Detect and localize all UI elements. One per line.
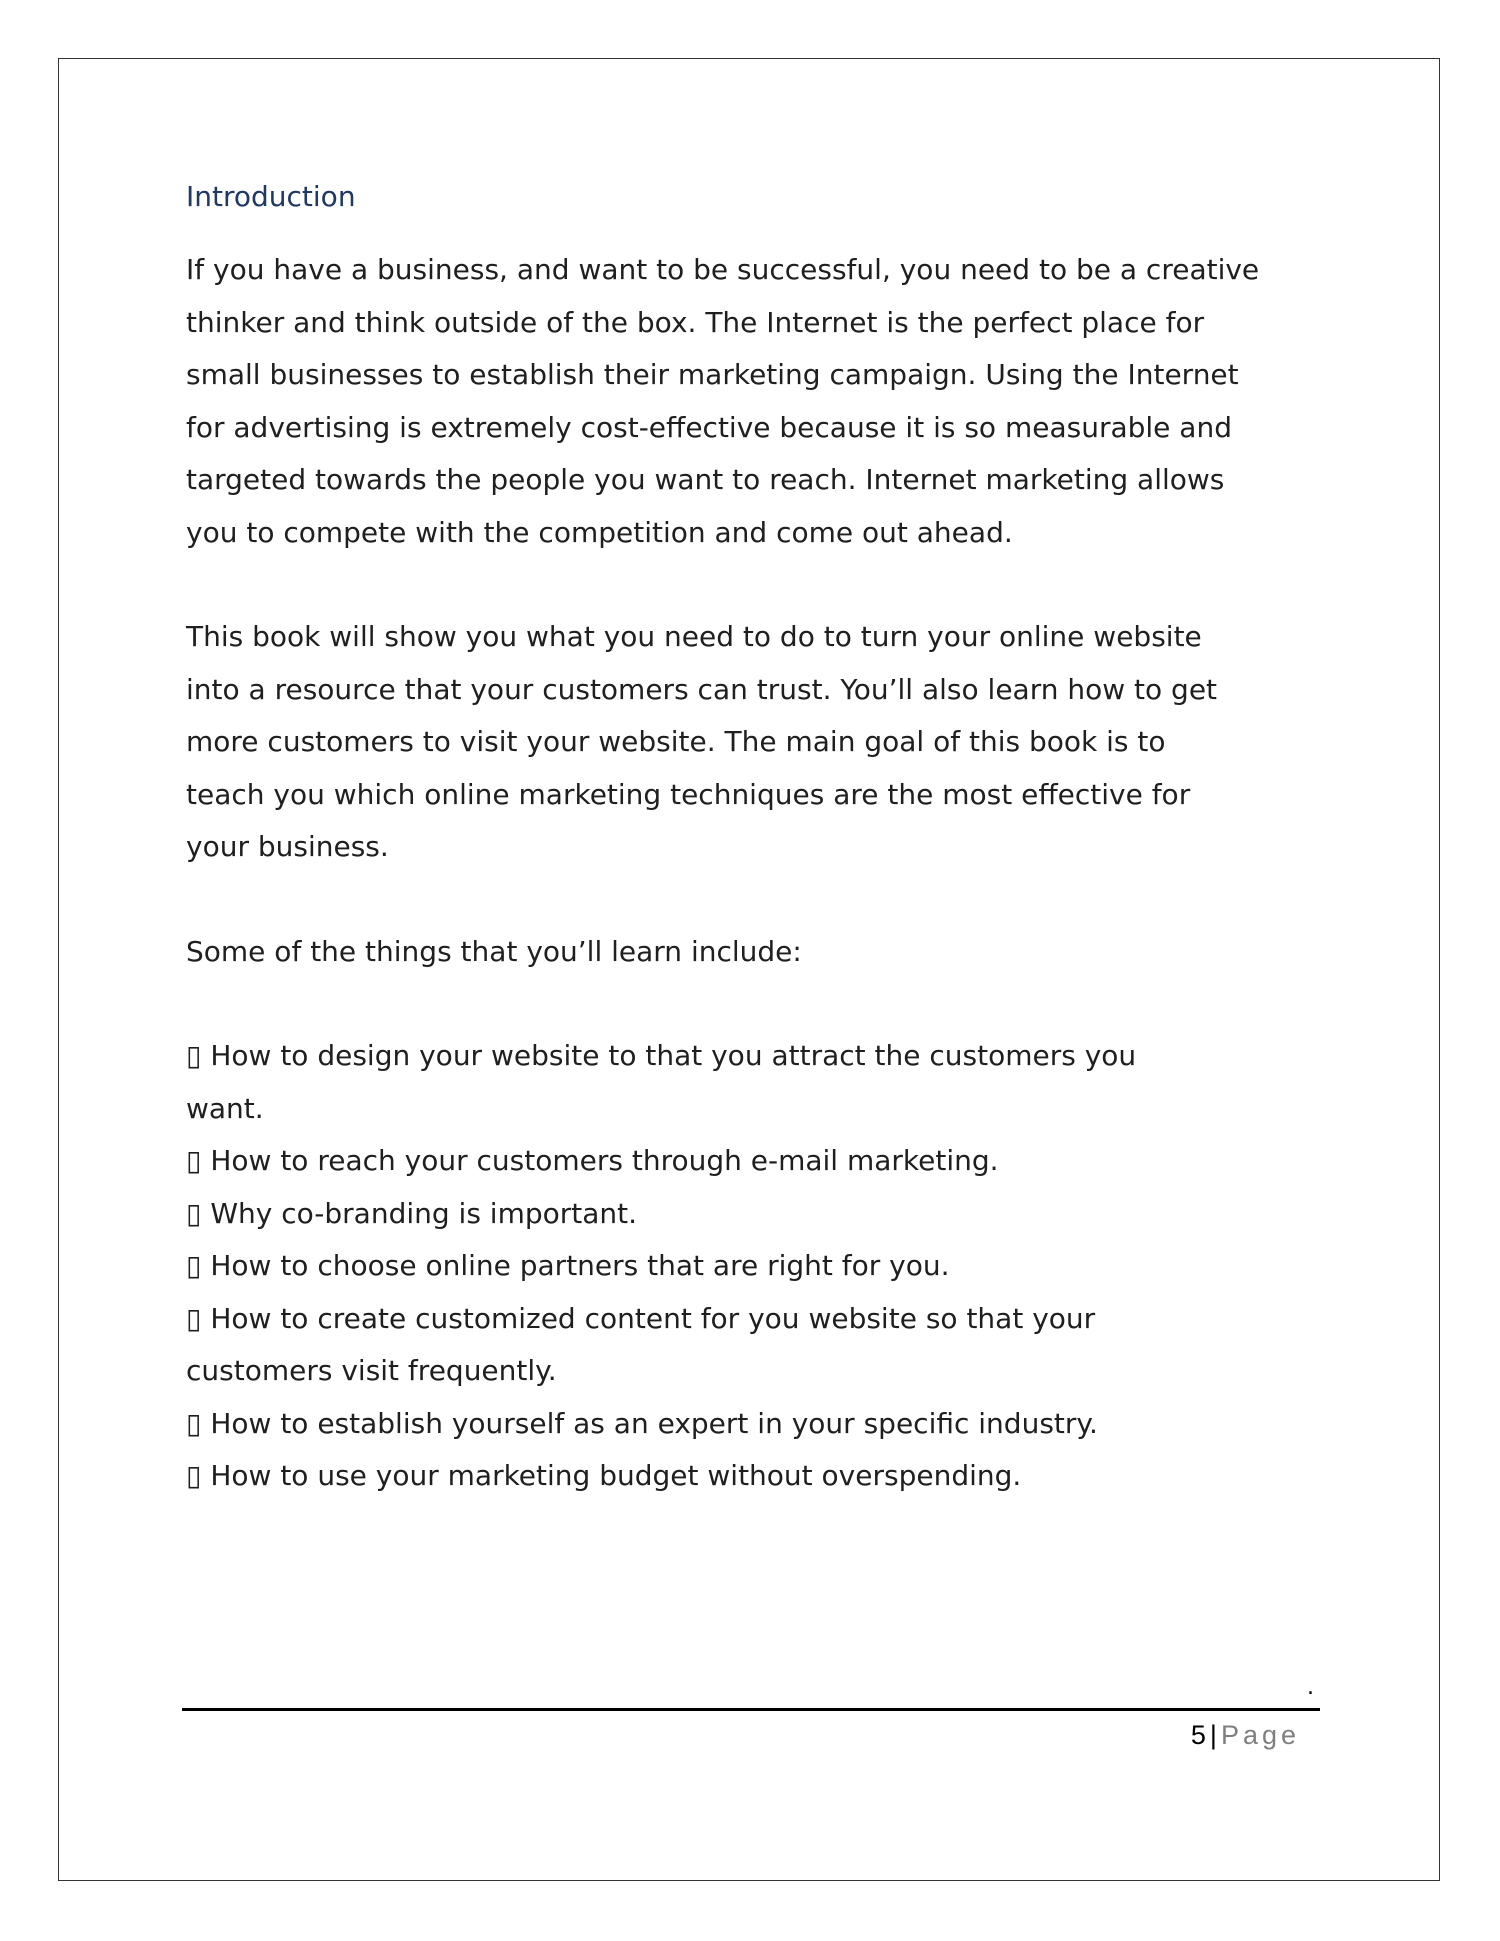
page-label: Page — [1220, 1720, 1300, 1750]
list-item — [186, 1398, 1316, 1451]
list-item — [186, 1030, 1316, 1135]
learning-list — [186, 1030, 1316, 1503]
list-item — [186, 1188, 1316, 1241]
page-number-footer — [1191, 1718, 1300, 1752]
list-item-text: How to create customized content for you website so that your customers visit frequently. — [186, 1301, 1096, 1387]
list-item-text: How to reach your customers through e-mail marketing. — [210, 1144, 999, 1177]
list-item — [186, 1135, 1316, 1188]
list-item-text: How to design your website to that you attract the customers you want. — [186, 1039, 1137, 1125]
bullet-box-icon: ▯ — [186, 1459, 202, 1492]
footer-dot: . — [1307, 1675, 1314, 1700]
bullet-box-icon: ▯ — [186, 1249, 202, 1282]
list-item-text: How to use your marketing budget without overspending. — [210, 1459, 1022, 1492]
bullet-box-icon: ▯ — [186, 1039, 202, 1072]
page-separator: | — [1209, 1720, 1217, 1750]
page-content — [186, 175, 1316, 1503]
list-item-text: How to choose online partners that are right for you. — [210, 1249, 950, 1282]
bullet-box-icon: ▯ — [186, 1196, 202, 1230]
list-item — [186, 1293, 1316, 1398]
list-item — [186, 1450, 1316, 1503]
list-item-text: How to establish yourself as an expert in your specific industry. — [210, 1406, 1098, 1440]
list-item — [186, 1240, 1316, 1293]
paragraph-list-lead: Some of the things that you’ll learn include: — [186, 934, 802, 968]
paragraph-intro: If you have a business, and want to be successful, you need to be a creative thinker and think outside of the box. The Internet is the perfect place for small businesses to establish their marketing campaign. Using the Internet for advertising is extremely cost-effective because it is so measurable and targeted towards the people you want to reach. Internet marketing allows you to compete with the competition and come out ahead. — [186, 253, 1260, 549]
bullet-box-icon: ▯ — [186, 1406, 202, 1440]
page-number: 5 — [1190, 1720, 1206, 1750]
footer-rule — [182, 1708, 1320, 1711]
paragraph-book-overview: This book will show you what you need to do to turn your online website into a resource that your customers can trust. You’ll also learn how to get more customers to visit your website. The main goal of this book is to teach you which online marketing techniques are the most effective for your business. — [186, 620, 1218, 863]
list-item-text: Why co-branding is important. — [210, 1196, 638, 1230]
bullet-box-icon: ▯ — [186, 1144, 202, 1177]
bullet-box-icon: ▯ — [186, 1301, 202, 1335]
section-heading: Introduction — [186, 180, 356, 213]
